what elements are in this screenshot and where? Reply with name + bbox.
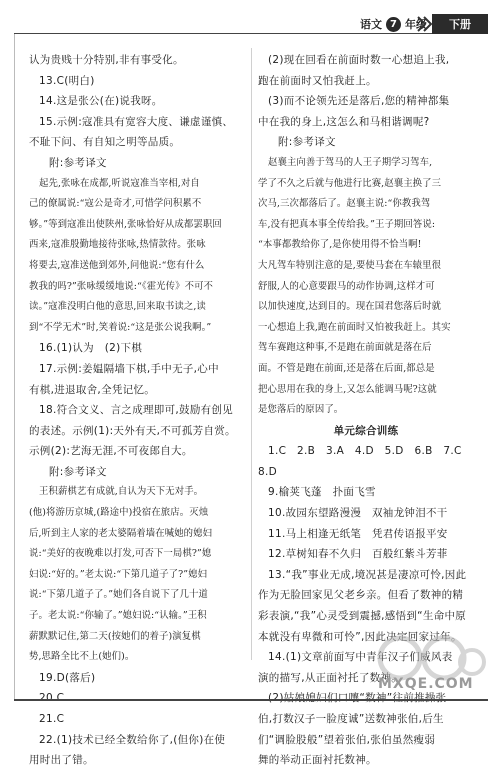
text-line: 学了不久之后就与他进行比赛,赵襄主换了三 (258, 177, 442, 189)
text-line: 附:参考译文 (49, 465, 107, 478)
text-line: 16.(1)认为 (2)下棋 (39, 342, 143, 355)
grade-number-badge: 7 (386, 17, 401, 32)
text-line: 读。”寇准没明白他的意思,回来取书读之,读 (29, 301, 206, 313)
text-line: 14.这是张公(在)说我呀。 (39, 95, 163, 108)
left-margin-rule (14, 33, 15, 701)
column-divider (251, 48, 252, 660)
text-line: 舒服,人的心意要跟马的动作协调,这样才可 (258, 280, 435, 292)
text-line: 到“不学无术”时,笑着说:“这是张公说我啊。” (29, 321, 212, 333)
text-line: 不耻下问、有自知之明等品质。 (29, 136, 181, 149)
text-line: “本事都教给你了,是你使用得不恰当啊! (258, 239, 422, 251)
text-line: 有棋,进退取舍,全凭记忆。 (29, 383, 156, 396)
text-line: 以加快速度,达到目的。现在国君您落后时就 (258, 301, 442, 313)
text-line: 9.榆荚飞蓬 扑面飞雪 (268, 486, 376, 499)
text-line: 把心思用在我的身上,又怎么能调马呢?这就 (258, 383, 437, 395)
text-line: 王积薪棋艺有成就,自认为天下无对手。 (39, 486, 204, 498)
text-line: 将要去,寇准送他到郊外,问他说:“您有什么 (29, 259, 205, 271)
text-line: 本就没有卑微和可怜”,因此决定回家过年。 (258, 630, 462, 643)
text-line: (2)现在回看在前面时数一心想追上我, (268, 54, 450, 66)
text-line: 起先,张咏在成都,听说寇准当宰相,对自 (39, 177, 200, 189)
text-line: 22.(1)技术已经全数给你了,(但你)在使 (39, 733, 226, 746)
text-line: 己的僚属说:“寇公是奇才,可惜学问积累不 (29, 198, 202, 210)
text-line: 妇说:“好的。”老太说:“下第几道子了?”媳妇 (29, 568, 208, 580)
volume-tab: 下册 (432, 14, 488, 34)
text-line: 一心想追上我,跑在前面时又怕被我赶上。其实 (258, 321, 451, 333)
text-line: 15.示例:寇准具有宽容大度、谦虚谨慎、 (39, 115, 234, 128)
text-line: 次马,三次都落后了。赵襄主说:“你教我驾 (258, 198, 431, 210)
text-line: 伯,打数汉子一脸度诚”送数神张伯,后生 (258, 713, 444, 725)
text-line: 赵襄主向善于驾马的人王子期学习驾车, (268, 156, 433, 168)
text-line: 17.示例:姜媪隔墙下棋,手中无子,心中 (39, 362, 219, 375)
text-line: 13.C(明白) (39, 74, 95, 87)
text-line: 13.“我”事业无成,境况甚是凄凉可怜,因此 (268, 568, 467, 581)
text-line: 教我的吗?”张咏缓缓地说:“《霍光传》不可不 (29, 280, 214, 292)
text-line: 说:“美好的夜晚难以打发,可否下一局棋?”媳 (29, 548, 212, 560)
text-line: 单元综合训练 (333, 424, 399, 437)
text-line: 12.草树知春不久归 百般红紫斗芳菲 (268, 548, 448, 561)
text-line: 中在我的身上,这怎么和马相谐调呢? (258, 115, 430, 128)
watermark-text: MXQE.COM (378, 676, 474, 692)
text-line: 舞的举动正面衬托数神。 (258, 754, 377, 767)
left-column (29, 50, 245, 771)
text-line: 1.C 2.B 3.A 4.D 5.D 6.B 7.C (268, 445, 462, 458)
text-line: 14.(1)文章前面写中青年汉子们威风表 (268, 651, 453, 664)
text-line: 驾车赛跑这种事,不是跑在前面就是落在后 (258, 342, 432, 354)
text-line: 18.符合文义、言之成理即可,鼓励有创见 (39, 404, 234, 417)
text-line: 大凡驾车特别注意的是,要使马套在车辕里很 (258, 259, 442, 271)
text-line: 8.D (258, 465, 278, 478)
text-line: 势,思路全比不上(她们)。 (29, 651, 135, 663)
text-line: (他)将游历京城,(路途中)投宿在旅店。灭烛 (29, 507, 209, 519)
text-line: 21.C (39, 713, 65, 725)
text-line: 附:参考译文 (278, 136, 336, 149)
subject-label: 语文 (360, 18, 382, 31)
grade-suffix: 年级 (405, 18, 427, 31)
text-line: 跑在前面时又怕我赶上。 (258, 74, 377, 87)
text-line: 附:参考译文 (49, 156, 107, 169)
text-line: 10.故园东望路漫漫 双袖龙钟泪不干 (268, 507, 448, 520)
text-line: 的表述。示例(1):天外有天,不可孤芳自赏。 (29, 424, 236, 437)
text-line: 示例(2):艺海无涯,不可夜郎自大。 (29, 445, 193, 458)
text-line: 用时出了错。 (29, 754, 94, 767)
text-line: 子。老太说:“你输了。”媳妇说:“认输。”王积 (29, 610, 207, 622)
text-line: 说:“下第几道子了。”她们各自说下了几十道 (29, 589, 208, 601)
text-line: 们“调脸股般”望着张伯,张伯虽然瘦弱 (258, 733, 436, 746)
text-line: 认为贵贱十分特别,非有事受化。 (29, 54, 184, 66)
text-line: 薪默默记住,第二天(按她们的着子)演复棋 (29, 630, 201, 642)
text-line: 后,听到主人家的老太婆隔着墙在喊她的媳妇 (29, 527, 213, 539)
text-line: 19.D(落后) (39, 671, 96, 684)
text-line: 够。”等到寇准出使陕州,张咏恰好从成都罢职回 (29, 218, 222, 230)
text-line: 车,没有把真本事全传给我。”王子期回答说: (258, 218, 436, 230)
text-line: 11.马上相逢无纸笔 凭君传语报平安 (268, 527, 448, 540)
text-line: 作为无脸回家见父老乡亲。但看了数神的精 (258, 589, 464, 602)
text-line: 彩表演,“我”心灵受到震撼,感悟到“生命中原 (258, 610, 467, 623)
text-line: 西来,寇准殷勤地接待张咏,热情款待。张咏 (29, 239, 206, 251)
text-line: (3)而不论领先还是落后,您的精神都集 (268, 95, 450, 108)
text-line: 演的描写,从正面衬托了数神。 (258, 671, 403, 684)
text-line: 面。不管是跑在前面,还是落在后面,都总是 (258, 362, 435, 374)
text-line: 是您落后的原因了。 (258, 404, 344, 416)
